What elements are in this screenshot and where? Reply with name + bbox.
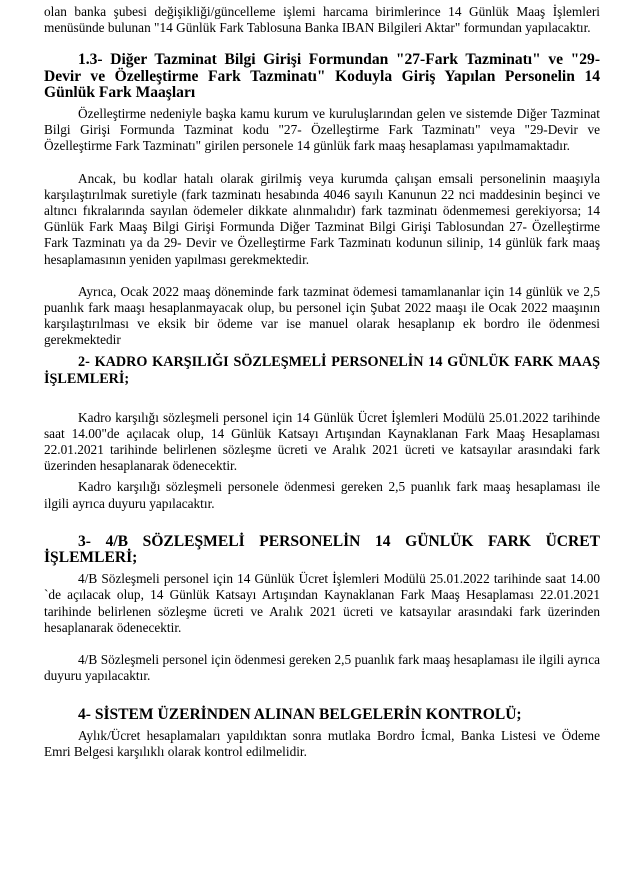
section-3-paragraph-2: 4/B Sözleşmeli personel için ödenmesi gereken 2,5 puanlık fark maaş hesaplaması ile ilgili ayrıca duyuru yapılacaktır. — [44, 652, 600, 684]
section-2-paragraph-1: Kadro karşılığı sözleşmeli personel için 14 Günlük Ücret İşlemleri Modülü 25.01.2022 tarihinde saat 14.00"de açılacak olup, 14 Günlük Katsayı Artışından Kaynaklanan Fark Maaş Hesaplaması 22.01.2021 tarihinde belirlenen sözleşme ücreti ve Aralık 2021 ücreti ve katsayılar arasındaki fark üzerinden hesaplanarak ödenecektir. — [44, 409, 600, 474]
intro-continuation-paragraph: olan banka şubesi değişikliği/güncelleme işlemi harcama birimlerince 14 Günlük Maaş İşlemleri menüsünde bulunan "14 Günlük Fark Tablosuna Banka IBAN Bilgileri Aktar" formundan yapılacaktır. — [44, 4, 600, 36]
section-1-3-paragraph-1: Özelleştirme nedeniyle başka kamu kurum ve kuruluşlarından gelen ve sistemde Diğer Tazminat Bilgi Girişi Formunda Tazminat kodu "27- Özelleştirme Fark Tazminatı" veya "29-Devir ve Özelleştirme Fark Tazminatı" girilen personele 14 günlük fark maaş hesaplaması yapılmamaktadır. — [44, 106, 600, 154]
section-2-heading: 2- KADRO KARŞILIĞI SÖZLEŞMELİ PERSONELİN 14 GÜNLÜK FARK MAAŞ İŞLEMLERİ; — [44, 353, 600, 387]
section-2-paragraph-2: Kadro karşılığı sözleşmeli personele ödenmesi gereken 2,5 puanlık fark maaş hesaplaması ile ilgili ayrıca duyuru yapılacaktır. — [44, 479, 600, 511]
section-1-3-heading: 1.3- Diğer Tazminat Bilgi Girişi Formundan "27-Fark Tazminatı" ve "29-Devir ve Özelleştirme Fark Tazminatı" Koduyla Giriş Yapılan Personelin 14 Günlük Fark Maaşları — [44, 51, 600, 101]
section-4-paragraph-1: Aylık/Ücret hesaplamaları yapıldıktan sonra mutlaka Bordro İcmal, Banka Listesi ve Ödeme Emri Belgesi karşılıklı olarak kontrol edilmelidir. — [44, 727, 600, 759]
section-3-heading: 3- 4/B SÖZLEŞMELİ PERSONELİN 14 GÜNLÜK FARK ÜCRET İŞLEMLERİ; — [44, 532, 600, 567]
section-4-heading: 4- SİSTEM ÜZERİNDEN ALINAN BELGELERİN KONTROLÜ; — [78, 705, 522, 723]
section-3-paragraph-1: 4/B Sözleşmeli personel için 14 Günlük Ücret İşlemleri Modülü 25.01.2022 tarihinde saat 14.00 `de açılacak olup, 14 Günlük Katsayı Artışından Kaynaklanan Fark Maaş Hesaplaması 22.01.2021 tarihinde belirlenen sözleşme ücreti ve Aralık 2021 ücreti ve katsayılar arasındaki fark üzerinden hesaplanarak ödenecektir. — [44, 571, 600, 635]
document-page — [44, 4, 600, 760]
section-1-3-paragraph-2: Ancak, bu kodlar hatalı olarak girilmiş veya kurumda çalışan emsali personelinin maaşıyla karşılaştırılmak suretiyle (fark tazminatı hesabında 4046 sayılı Kanunun 22 nci maddesinin beşinci ve altıncı fıkralarında sayılan ödemeler dikkate alınmalıdır) fark tazminatı ödenmemesi gerekiyorsa; 14 Günlük Fark Maaş Bilgi Girişi Formunda Diğer Tazminat Bilgi Girişi Tablosundan 27- Özelleştirme Fark Tazminatı ya da 29- Devir ve Özelleştirme Fark Tazminatı kodunun silinip, 14 günlük fark maaş hesaplamasının yeniden yapılması gerekmektedir. — [44, 170, 600, 267]
section-1-3-paragraph-3: Ayrıca, Ocak 2022 maaş döneminde fark tazminat ödemesi tamamlananlar için 14 günlük ve 2,5 puanlık fark maaşı hesaplanmayacak olup, bu personel için Şubat 2022 maaşı ile Ocak 2022 maaşının karşılaştırılması ve eksik bir ödeme var ise manuel olarak hesaplanıp ek bordro ile ödenmesi gerekmektedir — [44, 283, 600, 348]
